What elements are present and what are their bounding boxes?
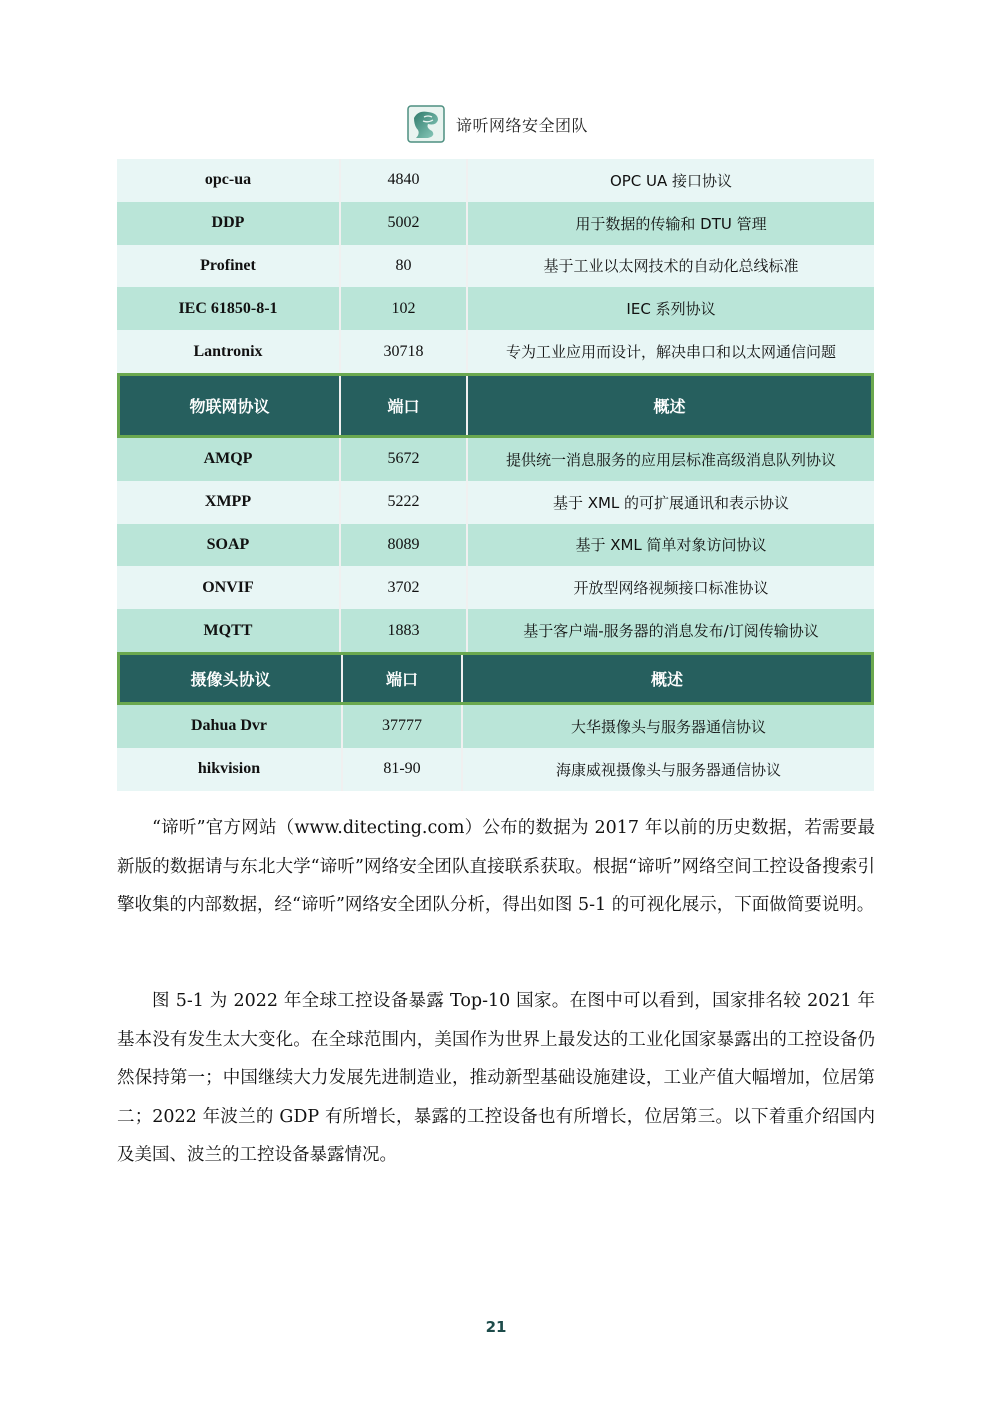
table-row: [117, 609, 874, 652]
protocol-name: ONVIF: [202, 578, 254, 596]
table-row: [117, 705, 874, 748]
paragraph-text: 图 5-1 为 2022 年全球工控设备暴露 Top-10 国家。在图中可以看到，国家排名较 2021 年基本没有发生太大变化。在全球范围内，美国作为世界上最发达的工业化国家暴露出的工控设备仍然保持第一；中国继续大力发展先进制造业，推动新型基础设施建设，工业产值大幅增加，位居第二；2022 年波兰的 GDP 有所增长，暴露的工控设备也有所增长，位居第三。以下着重介绍国内及美国、波兰的工控设备暴露情况。: [117, 991, 875, 1165]
diting-seal-logo-icon: [406, 104, 446, 144]
header-description: 概述: [461, 655, 871, 702]
page-header: [406, 104, 588, 144]
protocol-port: 4840: [339, 159, 466, 202]
protocol-name: Profinet: [200, 256, 256, 274]
protocol-table: [117, 159, 874, 791]
protocol-desc: IEC 系列协议: [466, 287, 874, 330]
protocol-desc: 大华摄像头与服务器通信协议: [461, 705, 874, 748]
table-row: [117, 330, 874, 373]
protocol-name: Lantronix: [193, 342, 263, 360]
protocol-name: opc-ua: [204, 171, 252, 189]
protocol-port: 80: [339, 245, 466, 288]
table-row: [117, 438, 874, 481]
protocol-name: AMQP: [203, 450, 253, 468]
protocol-port: 5002: [339, 202, 466, 245]
team-brand-name: 谛听网络安全团队: [456, 115, 589, 135]
protocol-name: SOAP: [206, 535, 250, 553]
iot-section-header: [117, 373, 874, 438]
protocol-port: 37777: [341, 705, 461, 748]
protocol-port: 102: [339, 287, 466, 330]
protocol-port: 3702: [339, 566, 466, 609]
header-description: 概述: [466, 376, 871, 435]
table-row: [117, 566, 874, 609]
protocol-desc: 专为工业应用而设计，解决串口和以太网通信问题: [466, 330, 874, 373]
table-row: [117, 159, 874, 202]
protocol-name: hikvision: [197, 760, 261, 778]
protocol-desc: 提供统一消息服务的应用层标准高级消息队列协议: [466, 438, 874, 481]
table-row: [117, 287, 874, 330]
protocol-port: 5222: [339, 481, 466, 524]
header-protocol: 摄像头协议: [190, 669, 271, 689]
protocol-port: 30718: [339, 330, 466, 373]
table-row: [117, 481, 874, 524]
protocol-name: MQTT: [203, 621, 253, 639]
header-port: 端口: [341, 655, 461, 702]
camera-section-header: [117, 652, 874, 705]
protocol-desc: OPC UA 接口协议: [466, 159, 874, 202]
protocol-desc: 基于 XML 的可扩展通讯和表示协议: [466, 481, 874, 524]
table-row: [117, 524, 874, 567]
protocol-desc: 用于数据的传输和 DTU 管理: [466, 202, 874, 245]
table-row: [117, 245, 874, 288]
header-port: 端口: [339, 376, 466, 435]
protocol-name: IEC 61850-8-1: [178, 299, 278, 317]
protocol-desc: 开放型网络视频接口标准协议: [466, 566, 874, 609]
body-paragraph: [117, 809, 875, 925]
protocol-port: 5672: [339, 438, 466, 481]
protocol-port: 1883: [339, 609, 466, 652]
protocol-name: XMPP: [204, 493, 252, 511]
protocol-desc: 基于 XML 简单对象访问协议: [466, 524, 874, 567]
protocol-desc: 基于客户端-服务器的消息发布/订阅传输协议: [466, 609, 874, 652]
protocol-desc: 基于工业以太网技术的自动化总线标准: [466, 245, 874, 288]
header-protocol: 物联网协议: [189, 396, 270, 416]
table-row: [117, 202, 874, 245]
protocol-port: 8089: [339, 524, 466, 567]
protocol-desc: 海康威视摄像头与服务器通信协议: [461, 748, 874, 791]
protocol-name: Dahua Dvr: [190, 717, 267, 735]
body-paragraph: [117, 982, 875, 1175]
table-row: [117, 748, 874, 791]
protocol-port: 81-90: [341, 748, 461, 791]
page-number: 21: [485, 1318, 507, 1336]
paragraph-text: “谛听”官方网站（www.ditecting.com）公布的数据为 2017 年以前的历史数据，若需要最新版的数据请与东北大学“谛听”网络安全团队直接联系获取。根据“谛听”网络空间工控设备搜索引擎收集的内部数据，经“谛听”网络安全团队分析，得出如图 5-1 的可视化展示，下面做简要说明。: [117, 818, 875, 915]
protocol-name: DDP: [211, 214, 245, 232]
